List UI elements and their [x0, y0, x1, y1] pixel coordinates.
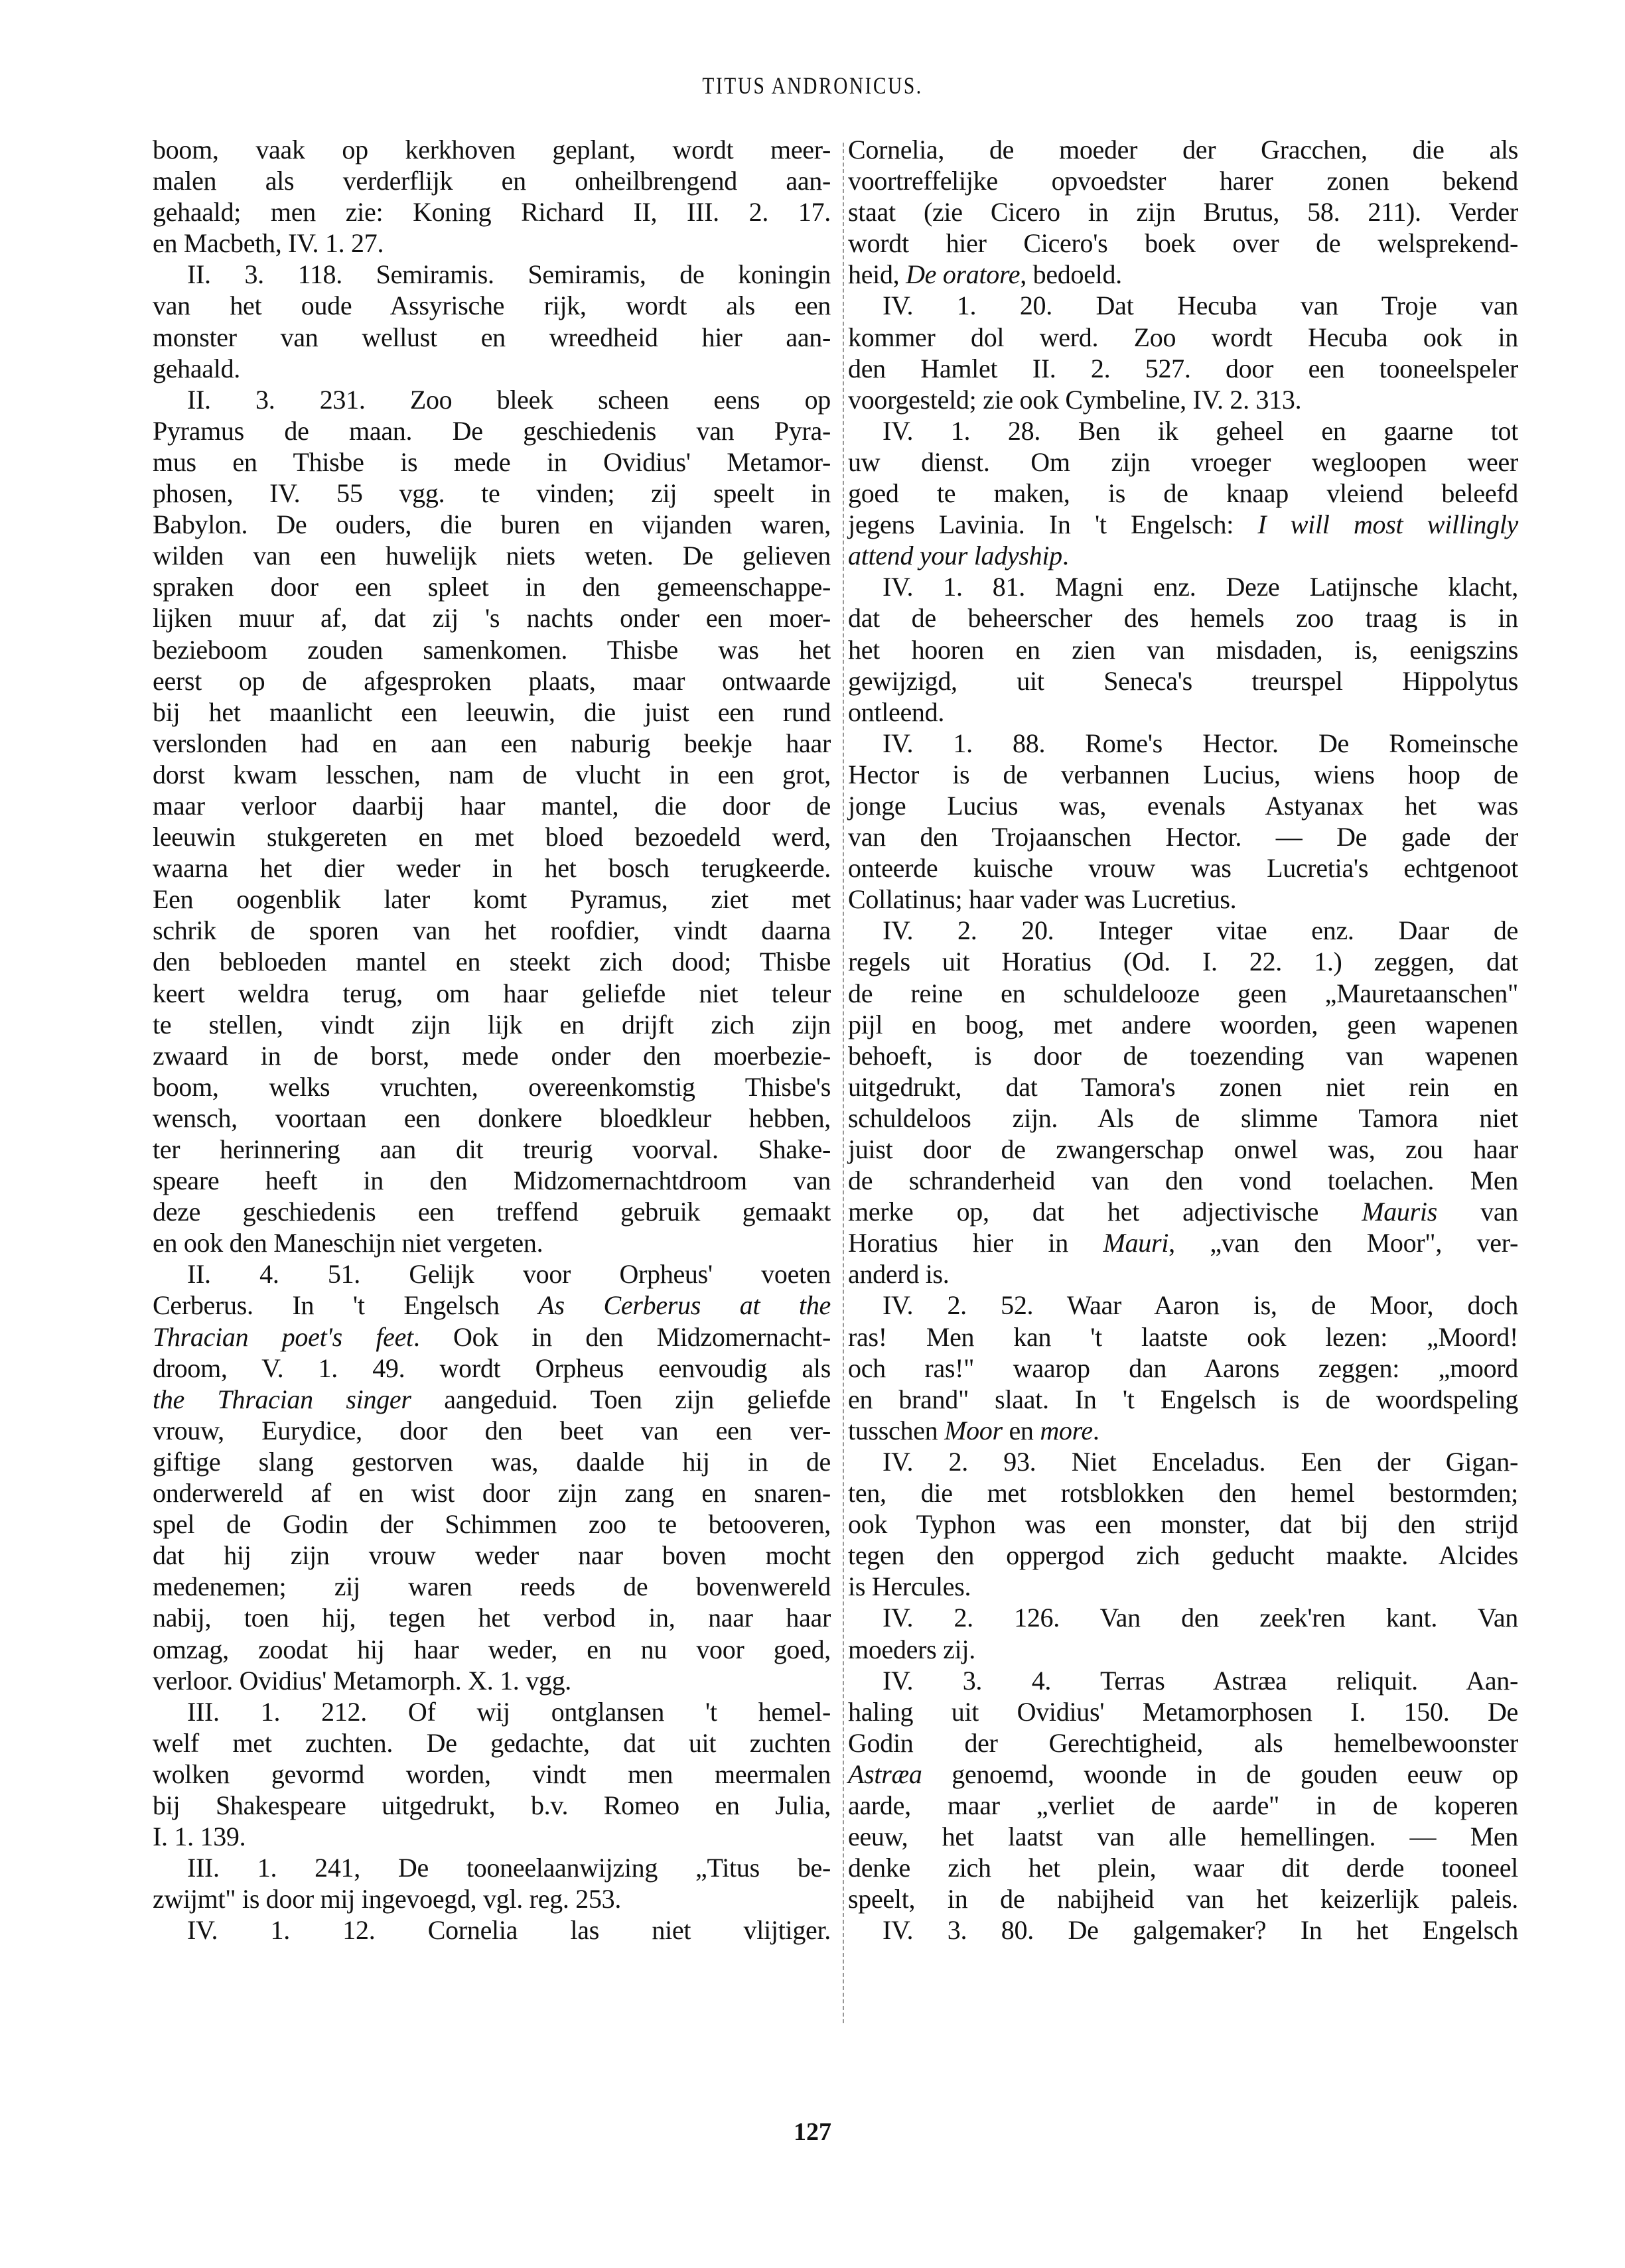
text-line: spraken door een spleet in den gemeenschappe- [153, 572, 831, 602]
italic-phrase: Astræa [848, 1759, 922, 1789]
text-line: III. 1. 212. Of wij ontglansen 't hemel- [187, 1696, 831, 1727]
text-line: welf met zuchten. De gedachte, dat uit zuchten [153, 1727, 831, 1758]
page-number: 127 [794, 2118, 831, 2146]
text-line: bij het maanlicht een leeuwin, die juist een rund [153, 697, 831, 727]
italic-phrase: As Cerberus at the [538, 1290, 831, 1321]
text-line: dorst kwam lesschen, nam de vlucht in een grot, [153, 759, 831, 789]
text-line: IV. 3. 4. Terras Astræa reliquit. Aan- [883, 1665, 1518, 1696]
text-line: schuldeloos zijn. Als de slimme Tamora niet [848, 1102, 1518, 1133]
text-line: IV. 1. 28. Ben ik geheel en gaarne tot [883, 415, 1518, 446]
text-line: boom, welks vruchten, overeenkomstig Thisbe's [153, 1071, 831, 1102]
text-line: goed te maken, is de knaap vleiend beleefd [848, 478, 1518, 509]
text-line: schrik de sporen van het roofdier, vindt daarna [153, 915, 831, 946]
text-line: malen als verderflijk en onheilbrengend aan- [153, 166, 831, 196]
column-divider [843, 143, 844, 2023]
text-line: staat (zie Cicero in zijn Brutus, 58. 211). Verder [848, 197, 1518, 228]
text-line: en brand" slaat. In 't Engelsch is de woordspeling [848, 1384, 1518, 1414]
text-line: pijl en boog, met andere woorden, geen wapenen [848, 1009, 1518, 1039]
text-line: onteerde kuische vrouw was Lucretia's echtgenoot [848, 853, 1518, 884]
italic-phrase: Moor [944, 1415, 1003, 1445]
text-line: den bebloeden mantel en steekt zich dood; Thisbe [153, 947, 831, 977]
text-line: nabij, toen hij, tegen het verbod in, naar haar [153, 1603, 831, 1633]
text-line: attend your ladyship. [848, 541, 1069, 571]
text-line: verslonden had en aan een naburig beekje haar [153, 728, 831, 758]
text-line: och ras!" waarop dan Aarons zeggen: „moord [848, 1353, 1518, 1383]
text-line: wordt hier Cicero's boek over de welsprekend- [848, 228, 1518, 259]
text-line: tegen den oppergod zich geducht maakte. Alcides [848, 1540, 1518, 1571]
text-line: gewijzigd, uit Seneca's treurspel Hippolytus [848, 665, 1518, 696]
text-line: speelt, in de nabijheid van het keizerlijk paleis. [848, 1884, 1518, 1914]
text-line: droom, V. 1. 49. wordt Orpheus eenvoudig als [153, 1353, 831, 1383]
text-line: bezieboom zouden samenkomen. Thisbe was het [153, 634, 831, 665]
text-line: uitgedrukt, dat Tamora's zonen niet rein en [848, 1071, 1518, 1102]
text-line: te stellen, vindt zijn lijk en drijft zich zijn [153, 1009, 831, 1039]
text-line: en ook den Maneschijn niet vergeten. [153, 1228, 543, 1258]
text-line: eeuw, het laatst van alle hemellingen. — Men [848, 1822, 1518, 1852]
text-line: giftige slang gestorven was, daalde hij in de [153, 1446, 831, 1477]
text-line: gehaald; men zie: Koning Richard II, III. 2. 17. [153, 197, 831, 228]
italic-phrase: De oratore [906, 259, 1021, 290]
text-line: gehaald. [153, 353, 240, 383]
text-line: wilden van een huwelijk niets weten. De gelieven [153, 541, 831, 571]
text-line: regels uit Horatius (Od. I. 22. 1.) zeggen, dat [848, 947, 1518, 977]
text-line: waarna het dier weder in het bosch terugkeerde. [153, 853, 831, 884]
text-line: den Hamlet II. 2. 527. door een tooneelspeler [848, 353, 1518, 383]
italic-phrase: attend your ladyship [848, 541, 1062, 571]
text-line: speare heeft in den Midzomernachtdroom van [153, 1166, 831, 1196]
text-line: phosen, IV. 55 vgg. te vinden; zij speelt in [153, 478, 831, 509]
text-line: bij Shakespeare uitgedrukt, b.v. Romeo en Julia, [153, 1790, 831, 1820]
text-line: Thracian poet's feet. Ook in den Midzomernacht- [153, 1321, 831, 1352]
text-line: leeuwin stukgereten en met bloed bezoedeld werd, [153, 822, 831, 852]
text-line: boom, vaak op kerkhoven geplant, wordt meer- [153, 135, 831, 165]
text-line: jonge Lucius was, evenals Astyanax het was [848, 790, 1518, 821]
text-line: Hector is de verbannen Lucius, wiens hoop de [848, 759, 1518, 789]
text-line: behoeft, is door de toezending van wapenen [848, 1040, 1518, 1071]
text-line: II. 3. 118. Semiramis. Semiramis, de koningin [187, 259, 831, 290]
italic-phrase: Mauri [1103, 1228, 1169, 1258]
text-line: wolken gevormd worden, vindt men meermalen [153, 1759, 831, 1789]
italic-phrase: Mauris [1362, 1197, 1437, 1227]
text-line: wensch, voortaan een donkere bloedkleur hebben, [153, 1102, 831, 1133]
text-line: IV. 3. 80. De galgemaker? In het Engelsch [883, 1915, 1518, 1946]
text-line: IV. 2. 126. Van den zeek'ren kant. Van [883, 1603, 1518, 1633]
text-line: mus en Thisbe is mede in Ovidius' Metamor- [153, 446, 831, 477]
text-line: merke op, dat het adjectivische Mauris van [848, 1197, 1518, 1227]
text-line: zwijmt" is door mij ingevoegd, vgl. reg. 253. [153, 1884, 622, 1914]
text-line: heid, De oratore, bedoeld. [848, 259, 1122, 290]
text-line: II. 3. 231. Zoo bleek scheen eens op [187, 384, 831, 415]
text-line: onderwereld af en wist door zijn zang en snaren- [153, 1478, 831, 1508]
text-line: tusschen Moor en more. [848, 1415, 1099, 1445]
text-line: IV. 2. 52. Waar Aaron is, de Moor, doch [883, 1290, 1518, 1321]
text-line: Een oogenblik later komt Pyramus, ziet met [153, 884, 831, 915]
text-line: keert weldra terug, om haar geliefde niet teleur [153, 978, 831, 1008]
text-line: voortreffelijke opvoedster harer zonen bekend [848, 166, 1518, 196]
text-line: III. 1. 241, De tooneelaanwijzing „Titus be- [187, 1853, 831, 1883]
text-line: maar verloor daarbij haar mantel, die door de [153, 790, 831, 821]
text-line: spel de Godin der Schimmen zoo te betooveren, [153, 1509, 831, 1540]
text-line: ook Typhon was een monster, dat bij den strijd [848, 1509, 1518, 1540]
text-line: de reine en schuldelooze geen „Mauretaanschen" [848, 978, 1518, 1008]
text-line: IV. 2. 93. Niet Enceladus. Een der Gigan- [883, 1446, 1518, 1477]
text-line: uw dienst. Om zijn vroeger wegloopen weer [848, 446, 1518, 477]
running-head: TITUS ANDRONICUS. [702, 72, 923, 99]
text-line: Horatius hier in Mauri, „van den Moor", ver- [848, 1228, 1518, 1258]
right-column [848, 134, 1518, 1946]
italic-phrase: the Thracian singer [153, 1384, 411, 1414]
text-line: het hooren en zien van misdaden, is, eenigszins [848, 634, 1518, 665]
text-line: ter herinnering aan dit treurig voorval. Shake- [153, 1134, 831, 1164]
left-column [153, 134, 831, 1946]
text-line: Cerberus. In 't Engelsch As Cerberus at the [153, 1290, 831, 1321]
text-line: IV. 1. 88. Rome's Hector. De Romeinsche [883, 728, 1518, 758]
text-line: ontleend. [848, 697, 945, 727]
text-line: moeders zij. [848, 1634, 975, 1664]
text-line: IV. 1. 12. Cornelia las niet vlijtiger. [187, 1915, 831, 1946]
text-line: the Thracian singer aangeduid. Toen zijn geliefde [153, 1384, 831, 1414]
text-line: Babylon. De ouders, die buren en vijanden waren, [153, 509, 831, 540]
text-line: aarde, maar „verliet de aarde" in de koperen [848, 1790, 1518, 1820]
text-line: eerst op de afgesproken plaats, maar ontwaarde [153, 665, 831, 696]
text-line: zwaard in de borst, mede onder den moerbezie- [153, 1040, 831, 1071]
italic-phrase: I will most willingly [1257, 509, 1518, 540]
text-line: anderd is. [848, 1259, 950, 1290]
text-line: van het oude Assyrische rijk, wordt als een [153, 291, 831, 321]
text-line: ten, die met rotsblokken den hemel bestormden; [848, 1478, 1518, 1508]
text-line: Collatinus; haar vader was Lucretius. [848, 884, 1237, 915]
text-line: voorgesteld; zie ook Cymbeline, IV. 2. 313. [848, 384, 1302, 415]
text-line: I. 1. 139. [153, 1822, 246, 1852]
text-line: verloor. Ovidius' Metamorph. X. 1. vgg. [153, 1665, 571, 1696]
text-line: is Hercules. [848, 1571, 971, 1602]
text-line: Godin der Gerechtigheid, als hemelbewoonster [848, 1727, 1518, 1758]
text-line: kommer dol werd. Zoo wordt Hecuba ook in [848, 322, 1518, 352]
italic-phrase: more [1040, 1415, 1093, 1445]
italic-phrase: Thracian poet's feet [153, 1321, 413, 1352]
text-line: Cornelia, de moeder der Gracchen, die als [848, 135, 1518, 165]
text-line: IV. 1. 81. Magni enz. Deze Latijnsche klacht, [883, 572, 1518, 602]
text-line: monster van wellust en wreedheid hier aan- [153, 322, 831, 352]
text-line: lijken muur af, dat zij 's nachts onder een moer- [153, 603, 831, 634]
text-line: dat de beheerscher des hemels zoo traag is in [848, 603, 1518, 634]
text-line: de schranderheid van den vond toelachen. Men [848, 1166, 1518, 1196]
text-line: haling uit Ovidius' Metamorphosen I. 150. De [848, 1696, 1518, 1727]
text-line: medenemen; zij waren reeds de bovenwereld [153, 1571, 831, 1602]
text-line: deze geschiedenis een treffend gebruik gemaakt [153, 1197, 831, 1227]
text-line: juist door de zwangerschap onwel was, zou haar [848, 1134, 1518, 1164]
text-line: IV. 2. 20. Integer vitae enz. Daar de [883, 915, 1518, 946]
text-line: van den Trojaanschen Hector. — De gade der [848, 822, 1518, 852]
text-line: ras! Men kan 't laatste ook lezen: „Moord! [848, 1321, 1518, 1352]
text-line: dat hij zijn vrouw weder naar boven mocht [153, 1540, 831, 1571]
text-line: Pyramus de maan. De geschiedenis van Pyra- [153, 415, 831, 446]
text-line: II. 4. 51. Gelijk voor Orpheus' voeten [187, 1259, 831, 1290]
text-line: denke zich het plein, waar dit derde tooneel [848, 1853, 1518, 1883]
text-line: IV. 1. 20. Dat Hecuba van Troje van [883, 291, 1518, 321]
text-line: en Macbeth, IV. 1. 27. [153, 228, 384, 259]
text-line: vrouw, Eurydice, door den beet van een ver- [153, 1415, 831, 1445]
text-line: omzag, zoodat hij haar weder, en nu voor goed, [153, 1634, 831, 1664]
text-line: jegens Lavinia. In 't Engelsch: I will most willingly [848, 509, 1518, 540]
text-line: Astræa genoemd, woonde in de gouden eeuw op [848, 1759, 1518, 1789]
